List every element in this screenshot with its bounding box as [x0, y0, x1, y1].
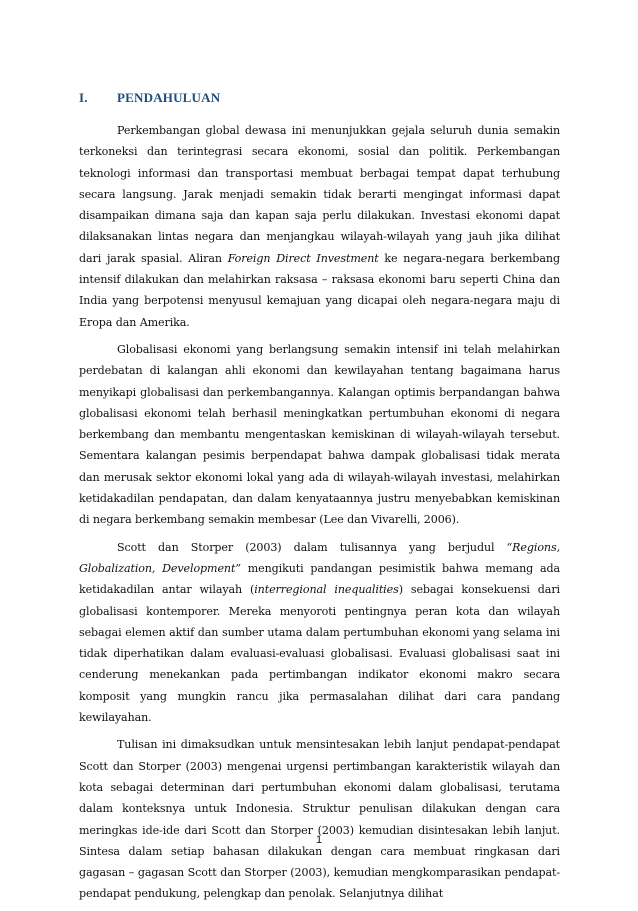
- text-run: Perkembangan global dewasa ini menunjukkan gejala seluruh dunia semakin terkoneksi dan terintegrasi secara ekonomi, sosial dan politik. Perkembangan teknologi informasi dan transportasi membuat berbagai tempat dapat terhubung secara langsung. Jarak menjadi semakin tidak berarti mengingat informasi dapat disampaikan dimana saja dan kapan saja perlu dilakukan. Investasi ekonomi dapat dilaksanakan lintas negara dan menjangkau wilayah-wilayah yang jauh jika dilihat dari jarak spasial. Aliran: [79, 124, 560, 265]
- paragraph-2: [79, 339, 560, 531]
- text-run: ) sebagai konsekuensi dari globalisasi kontemporer. Mereka menyoroti pentingnya peran kota dan wilayah sebagai elemen aktif dan sumber utama dalam pertumbuhan ekonomi yang selama ini tidak diperhatikan dalam evaluasi-evaluasi globalisasi. Evaluasi globalisasi saat ini cenderung menekankan pada pertimbangan indikator ekonomi makro secara komposit yang mungkin rancu jika permasalahan dilihat dari cara pandang kewilayahan.: [79, 583, 560, 725]
- paragraph-3: [79, 537, 560, 729]
- body-text: [79, 120, 560, 911]
- italic-term: “Regions, Globalization, Development”: [79, 540, 560, 575]
- italic-term: Foreign Direct Investment: [227, 251, 379, 265]
- text-run: Tulisan ini dimaksudkan untuk mensintesakan lebih lanjut pendapat-pendapat Scott dan Storper (2003) mengenai urgensi pertimbangan karakteristik wilayah dan kota sebagai determinan dari pertumbuhan ekonomi dalam globalisasi, terutama dalam konteksnya untuk Indonesia. Struktur penulisan dilakukan dengan cara meringkas ide-ide dari Scott dan Storper (2003) kemudian disintesakan lebih lanjut. Sintesa dalam setiap bahasan dilakukan dengan cara membuat ringkasan dari gagasan – gagasan Scott dan Storper (2003), kemudian mengkomparasikan pendapat-pendapat pendukung, pelengkap dan penolak. Selanjutnya dilihat: [79, 738, 560, 901]
- text-run: Globalisasi ekonomi yang berlangsung semakin intensif ini telah melahirkan perdebatan di kalangan ahli ekonomi dan kewilayahan tentang bagaimana harus menyikapi globalisasi dan perkembangannya. Kalangan optimis berpandangan bahwa globalisasi ekonomi telah berhasil meningkatkan pertumbuhan ekonomi di negara berkembang dan membantu mengentaskan kemiskinan di wilayah-wilayah tersebut. Sementara kalangan pesimis berpendapat bahwa dampak globalisasi tidak merata dan merusak sektor ekonomi lokal yang ada di wilayah-wilayah investasi, melahirkan ketidakadilan pendapatan, dan dalam kenyataannya justru menyebabkan kemiskinan di negara berkembang semakin membesar (Lee dan Vivarelli, 2006).: [79, 342, 560, 527]
- text-run: mengikuti pandangan pesimistik bahwa memang ada ketidakadilan antar wilayah (: [79, 561, 560, 597]
- paragraph-4: [79, 734, 560, 904]
- text-run: Scott dan Storper (2003) dalam tulisannya yang berjudul: [117, 540, 507, 554]
- text-run: ke negara-negara berkembang intensif dilakukan dan melahirkan raksasa – raksasa ekonomi baru seperti China dan India yang berpotensi menyusul kemajuan yang dicapai oleh negara-negara maju di Eropa dan Amerika.: [79, 251, 560, 329]
- section-number: I.: [79, 90, 88, 105]
- italic-term: interregional inequalities: [254, 583, 399, 597]
- paragraph-1: [79, 120, 560, 333]
- section-title: PENDAHULUAN: [117, 90, 221, 105]
- section-heading: [79, 90, 220, 106]
- page-number: 1: [315, 834, 323, 846]
